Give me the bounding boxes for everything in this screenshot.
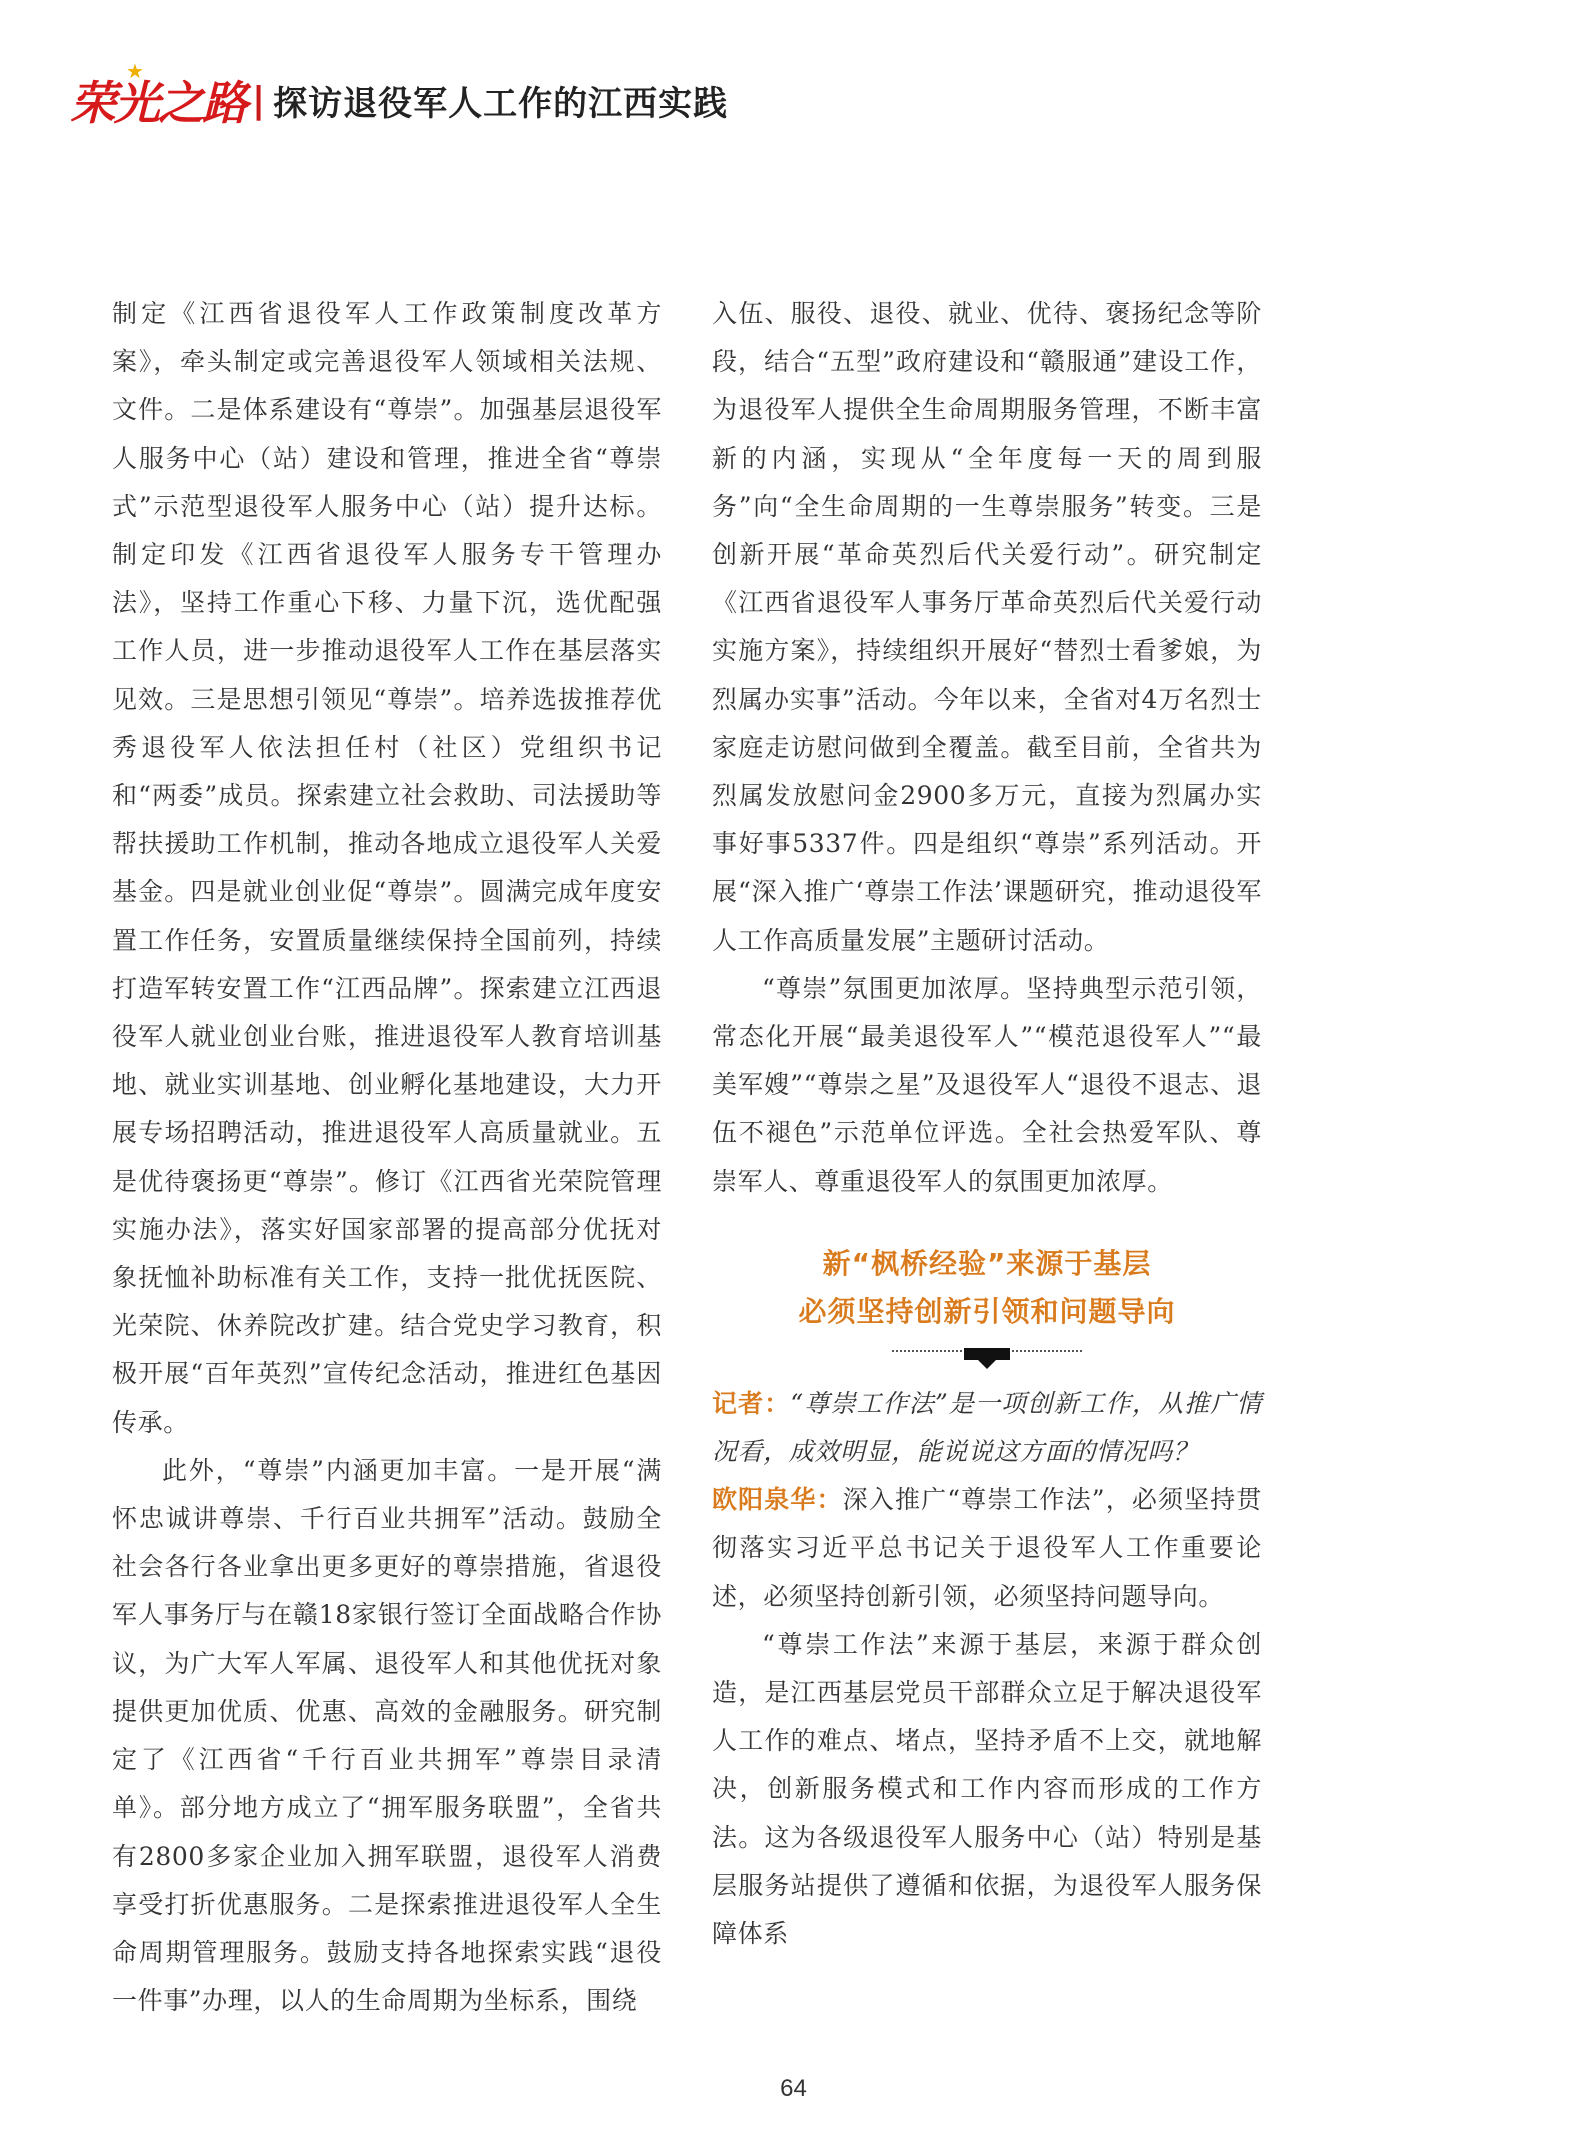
interview-answer bbox=[712, 1476, 1262, 1621]
header-separator: | bbox=[252, 79, 266, 121]
right-paragraph-1: 入伍、服役、退役、就业、优待、褒扬纪念等阶段，结合“五型”政府建设和“赣服通”建设工作，为退役军人提供全生命周期服务管理，不断丰富新的内涵，实现从“全年度每一天的周到服务”向“全生命周期的一生尊崇服务”转变。三是创新开展“革命英烈后代关爱行动”。研究制定《江西省退役军人事务厅革命英烈后代关爱行动实施方案》，持续组织开展好“替烈士看爹娘，为烈属办实事”活动。今年以来，全省对4万名烈士家庭走访慰问做到全覆盖。截至目前，全省共为烈属发放慰问金2900多万元，直接为烈属办实事好事5337件。四是组织“尊崇”系列活动。开展“深入推广‘尊崇工作法’课题研究，推动退役军人工作高质量发展”主题研讨活动。 bbox=[712, 299, 1262, 955]
divider-arrow-icon bbox=[964, 1348, 1010, 1360]
right-column bbox=[712, 290, 1262, 1958]
page-number: 64 bbox=[780, 2075, 807, 2102]
right-paragraph-3: “尊崇工作法”来源于基层，来源于群众创造，是江西基层党员干部群众立足于解决退役军人工作的难点、堵点，坚持矛盾不上交，就地解决，创新服务模式和工作内容而形成的工作方法。这为各级退役军人服务中心（站）特别是基层服务站提供了遵循和依据，为退役军人服务保障体系 bbox=[712, 1629, 1262, 1949]
left-paragraph-1: 制定《江西省退役军人工作政策制度改革方案》，牵头制定或完善退役军人领域相关法规、文件。二是体系建设有“尊崇”。加强基层退役军人服务中心（站）建设和管理，推进全省“尊崇式”示范型退役军人服务中心（站）提升达标。制定印发《江西省退役军人服务专干管理办法》，坚持工作重心下移、力量下沉，选优配强工作人员，进一步推动退役军人工作在基层落实见效。三是思想引领见“尊崇”。培养选拔推荐优秀退役军人依法担任村（社区）党组织书记和“两委”成员。探索建立社会救助、司法援助等帮扶援助工作机制，推动各地成立退役军人关爱基金。四是就业创业促“尊崇”。圆满完成年度安置工作任务，安置质量继续保持全国前列，持续打造军转安置工作“江西品牌”。探索建立江西退役军人就业创业台账，推进退役军人教育培训基地、就业实训基地、创业孵化基地建设，大力开展专场招聘活动，推进退役军人高质量就业。五是优待褒扬更“尊崇”。修订《江西省光荣院管理实施办法》，落实好国家部署的提高部分优抚对象抚恤补助标准有关工作，支持一批优抚医院、光荣院、休养院改扩建。结合党史学习教育，积极开展“百年英烈”宣传纪念活动，推进红色基因传承。 bbox=[112, 299, 662, 1437]
header-title: 探访退役军人工作的江西实践 bbox=[273, 83, 729, 124]
section-heading bbox=[712, 1240, 1262, 1370]
section-divider bbox=[892, 1340, 1082, 1370]
left-column bbox=[112, 290, 662, 2025]
answer-text: 深入推广“尊崇工作法”，必须坚持贯彻落实习近平总书记关于退役军人工作重要论述，必须坚持创新引领，必须坚持问题导向。 bbox=[712, 1485, 1262, 1611]
question-speaker: 记者： bbox=[712, 1388, 791, 1418]
right-paragraph-2: “尊崇”氛围更加浓厚。坚持典型示范引领，常态化开展“最美退役军人”“模范退役军人”“最美军嫂”“尊崇之星”及退役军人“退役不退志、退伍不褪色”示范单位评选。全社会热爱军队、尊崇军人、尊重退役军人的氛围更加浓厚。 bbox=[712, 973, 1262, 1196]
question-text: “尊崇工作法”是一项创新工作，从推广情况看，成效明显，能说说这方面的情况吗？ bbox=[712, 1388, 1262, 1467]
interview-question bbox=[712, 1380, 1262, 1476]
star-icon: ★ bbox=[126, 59, 142, 83]
logo bbox=[70, 59, 246, 133]
left-paragraph-2: 此外，“尊崇”内涵更加丰富。一是开展“满怀忠诚讲尊崇、千行百业共拥军”活动。鼓励全社会各行各业拿出更多更好的尊崇措施，省退役军人事务厅与在赣18家银行签订全面战略合作协议，为广大军人军属、退役军人和其他优抚对象提供更加优质、优惠、高效的金融服务。研究制定了《江西省“千行百业共拥军”尊崇目录清单》。部分地方成立了“拥军服务联盟”，全省共有2800多家企业加入拥军联盟，退役军人消费享受打折优惠服务。二是探索推进退役军人全生命周期管理服务。鼓励支持各地探索实践“退役一件事”办理，以人的生命周期为坐标系，围绕 bbox=[112, 1455, 662, 2016]
page-header bbox=[70, 59, 729, 130]
logo-text: 荣光之路 bbox=[70, 76, 246, 130]
section-heading-line-1: 新“枫桥经验”来源于基层 bbox=[822, 1246, 1152, 1280]
section-heading-line-2: 必须坚持创新引领和问题导向 bbox=[798, 1294, 1176, 1328]
answer-speaker: 欧阳泉华： bbox=[712, 1485, 843, 1515]
